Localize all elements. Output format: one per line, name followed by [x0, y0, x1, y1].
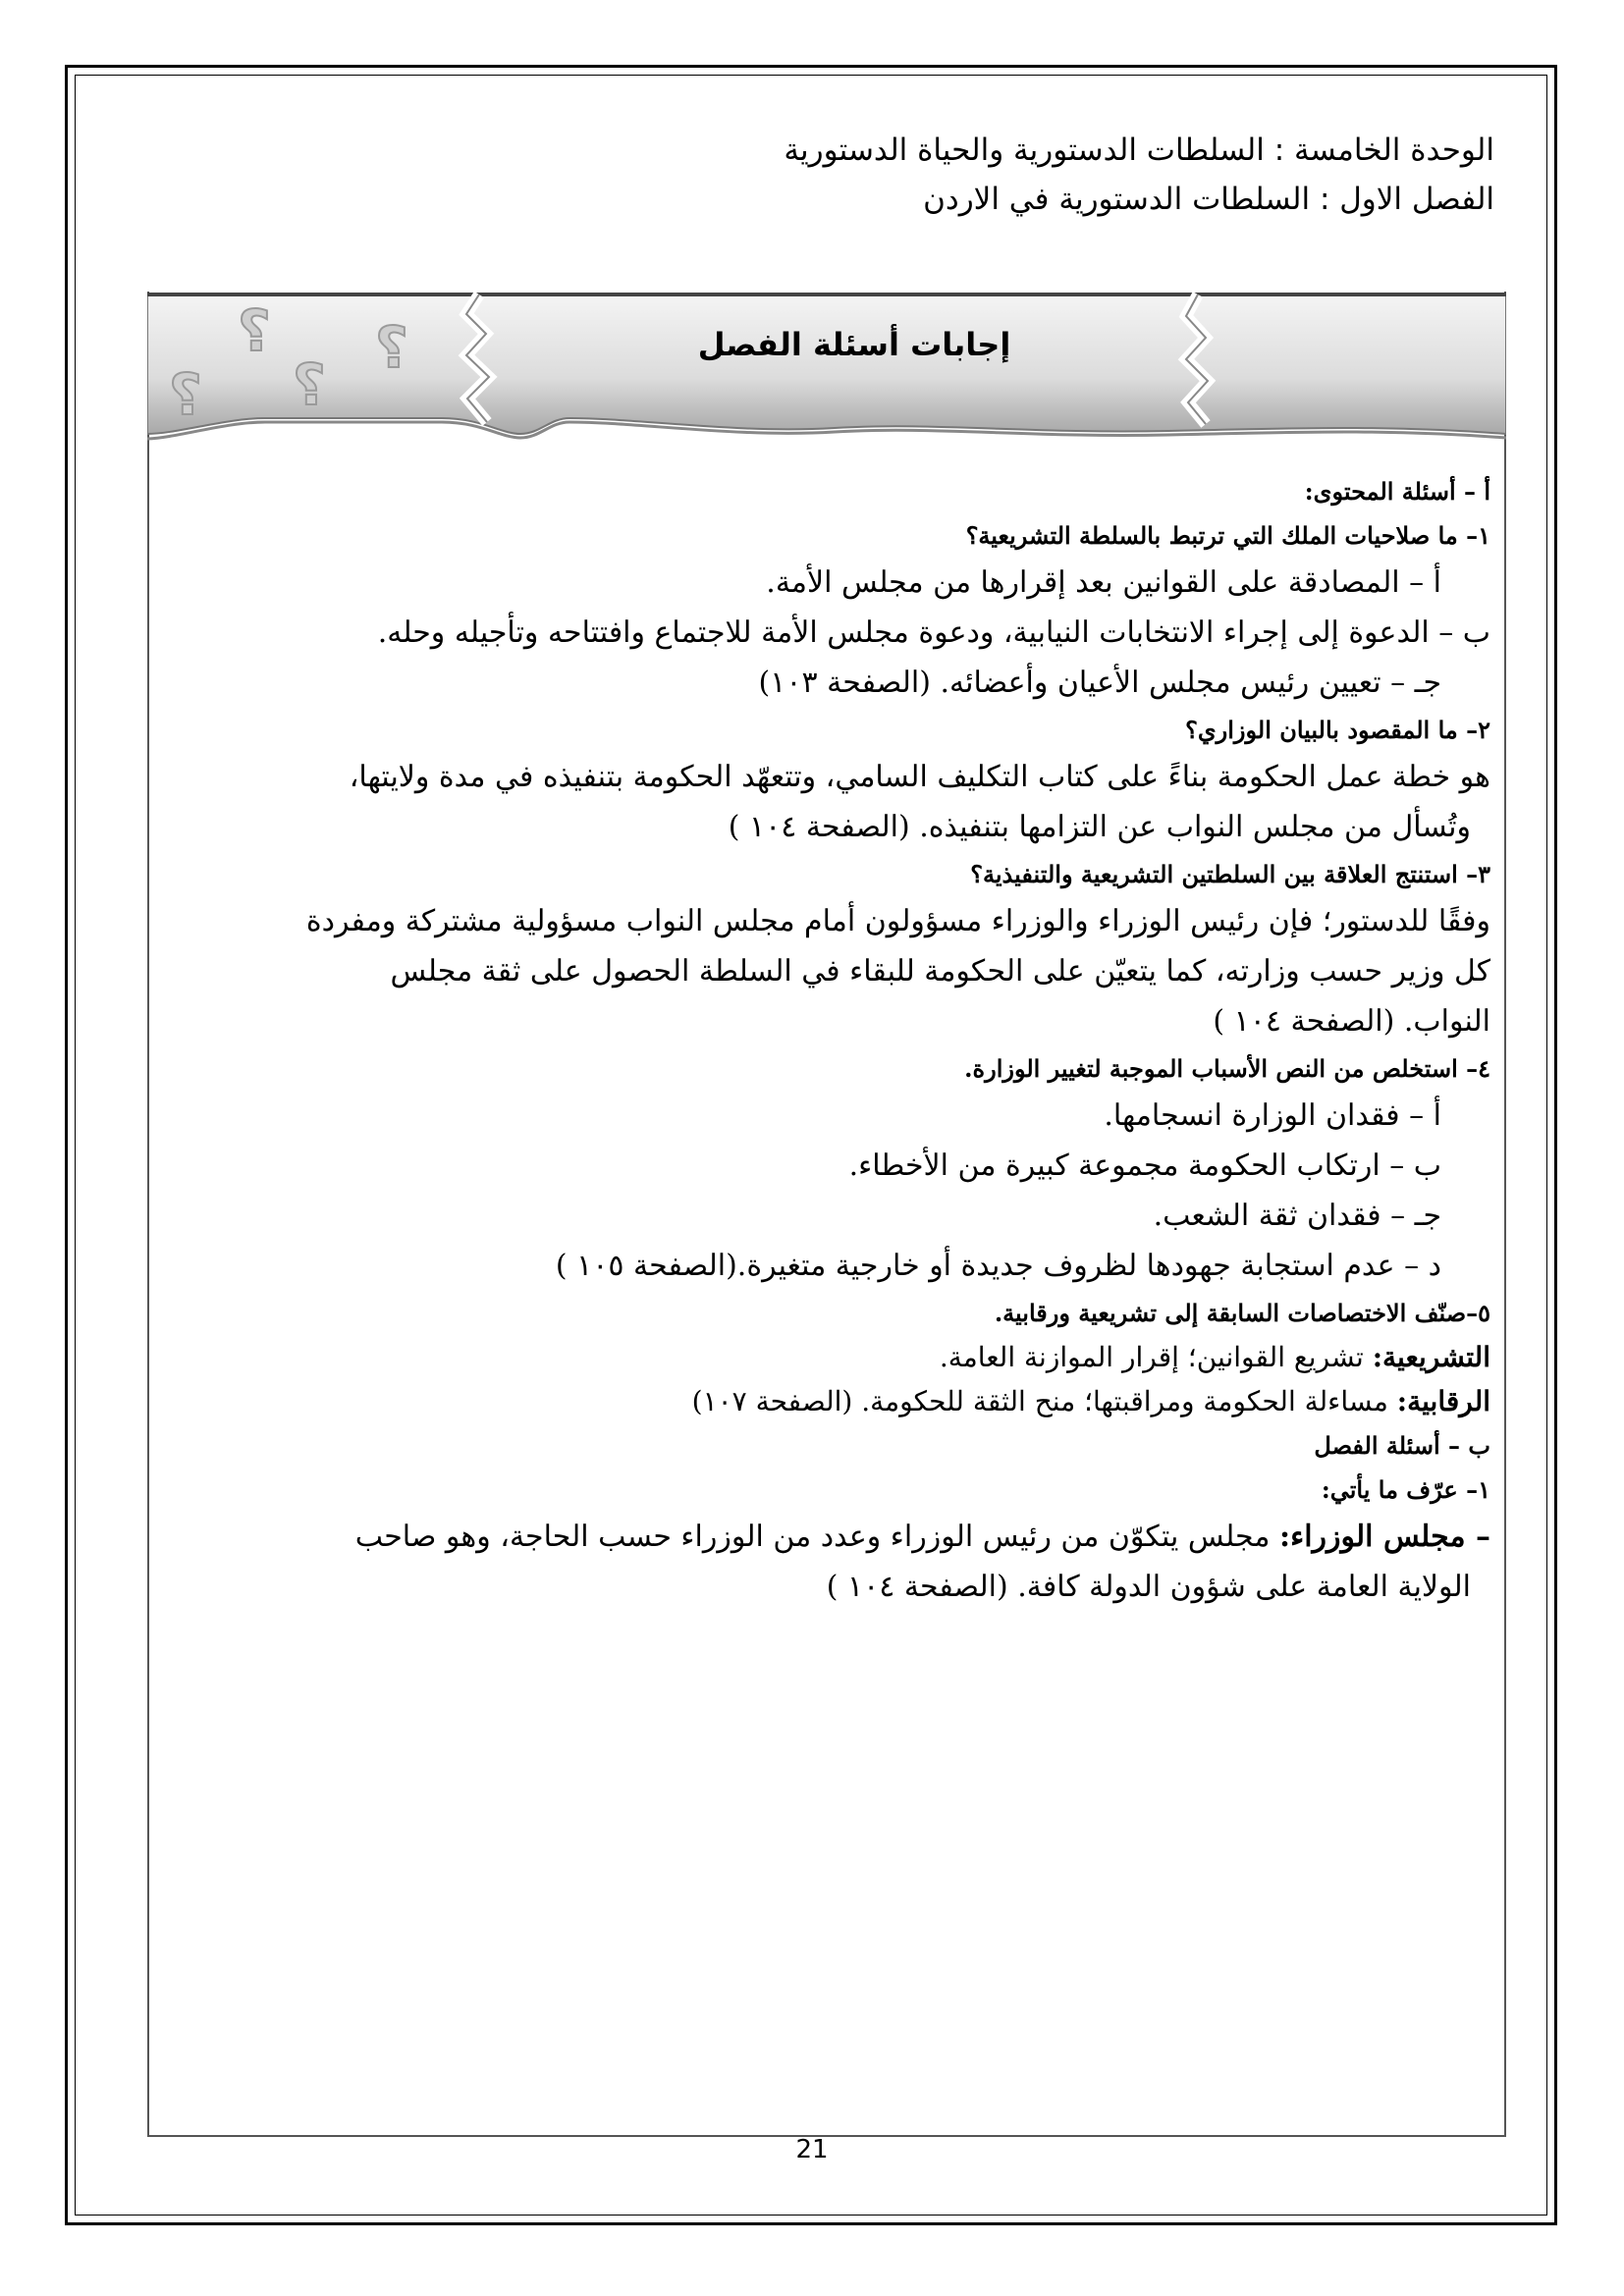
- answers-banner: [147, 287, 1506, 449]
- answer-2-line2: وتُسأل من مجلس النواب عن التزامها بتنفيذه. (الصفحة ١٠٤ ): [728, 810, 1471, 844]
- unit-title: الوحدة الخامسة : السلطات الدستورية والحياة الدستورية: [784, 133, 1494, 168]
- question-b1: ١– عرّف ما يأتي:: [1321, 1475, 1490, 1504]
- answer-1b: ب – الدعوة إلى إجراء الانتخابات النيابية، ودعوة مجلس الأمة للاجتماع وافتتاحه وتأجيله وحله.: [377, 615, 1490, 650]
- answer-3-line1: وفقًا للدستور؛ فإن رئيس الوزراء والوزراء مسؤولون أمام مجلس النواب مسؤولية مشتركة ومفردة: [305, 904, 1490, 938]
- legislative-label: التشريعية:: [1372, 1341, 1490, 1373]
- unit-header: [784, 126, 1494, 224]
- answer-1a: أ – المصادقة على القوانين بعد إقرارها من مجلس الأمة.: [766, 565, 1441, 600]
- legislative-text: تشريع القوانين؛ إقرار الموازنة العامة.: [939, 1341, 1373, 1373]
- definition-label: – مجلس الوزراء:: [1279, 1520, 1490, 1554]
- question-2: ٢– ما المقصود بالبيان الوزاري؟: [1185, 716, 1490, 744]
- question-mark-icon: ؟: [169, 361, 202, 428]
- supervisory-text: مساءلة الحكومة ومراقبتها؛ منح الثقة للحكومة. (الصفحة ١٠٧): [691, 1385, 1397, 1417]
- question-3: ٣– استنتج العلاقة بين السلطتين التشريعية والتنفيذية؟: [970, 860, 1490, 888]
- section-a-heading: أ – أسئلة المحتوى:: [1304, 477, 1490, 506]
- definition-text: مجلس يتكوّن من رئيس الوزراء وعدد من الوزراء حسب الحاجة، وهو صاحب: [354, 1520, 1280, 1554]
- answer-1c: جـ – تعيين رئيس مجلس الأعيان وأعضائه. (الصفحة ١٠٣): [758, 666, 1441, 700]
- answers-content: [163, 469, 1490, 1612]
- answer-4d: د – عدم استجابة جهودها لظروف جديدة أو خارجية متغيرة.(الصفحة ١٠٥ ): [555, 1249, 1441, 1283]
- question-mark-icon: ؟: [375, 314, 408, 381]
- supervisory-label: الرقابية:: [1396, 1385, 1490, 1417]
- answer-5-supervisory: [163, 1379, 1490, 1423]
- section-b-heading: ب – أسئلة الفصل: [1314, 1431, 1490, 1460]
- page-number: 21: [795, 2135, 829, 2164]
- banner-title: إجابات أسئلة الفصل: [697, 326, 1011, 363]
- answer-4a: أ – فقدان الوزارة انسجامها.: [1104, 1098, 1441, 1133]
- answer-4c: جـ – فقدان ثقة الشعب.: [1153, 1199, 1441, 1233]
- answer-3-line3: النواب. (الصفحة ١٠٤ ): [1213, 1004, 1490, 1039]
- answer-4b: ب – ارتكاب الحكومة مجموعة كبيرة من الأخطاء.: [848, 1148, 1441, 1183]
- question-5: ٥–صنّف الاختصاصات السابقة إلى تشريعية ورقابية.: [994, 1299, 1490, 1327]
- answer-5-legislative: [163, 1335, 1490, 1379]
- answer-3-line2: كل وزير حسب وزارته، كما يتعيّن على الحكومة للبقاء في السلطة الحصول على ثقة مجلس: [390, 954, 1490, 988]
- answer-2-line1: هو خطة عمل الحكومة بناءً على كتاب التكليف السامي، وتتعهّد الحكومة بتنفيذه في مدة ولايتها،: [349, 760, 1490, 794]
- chapter-title: الفصل الاول : السلطات الدستورية في الاردن: [923, 182, 1494, 217]
- question-4: ٤– استخلص من النص الأسباب الموجبة لتغيير الوزارة.: [964, 1054, 1490, 1083]
- question-mark-icon: ؟: [238, 297, 271, 364]
- question-mark-icon: ؟: [293, 351, 326, 418]
- definition-line2: الولاية العامة على شؤون الدولة كافة. (الصفحة ١٠٤ ): [826, 1570, 1471, 1604]
- question-1: ١– ما صلاحيات الملك التي ترتبط بالسلطة التشريعية؟: [965, 521, 1490, 550]
- definition-line1: [163, 1512, 1490, 1562]
